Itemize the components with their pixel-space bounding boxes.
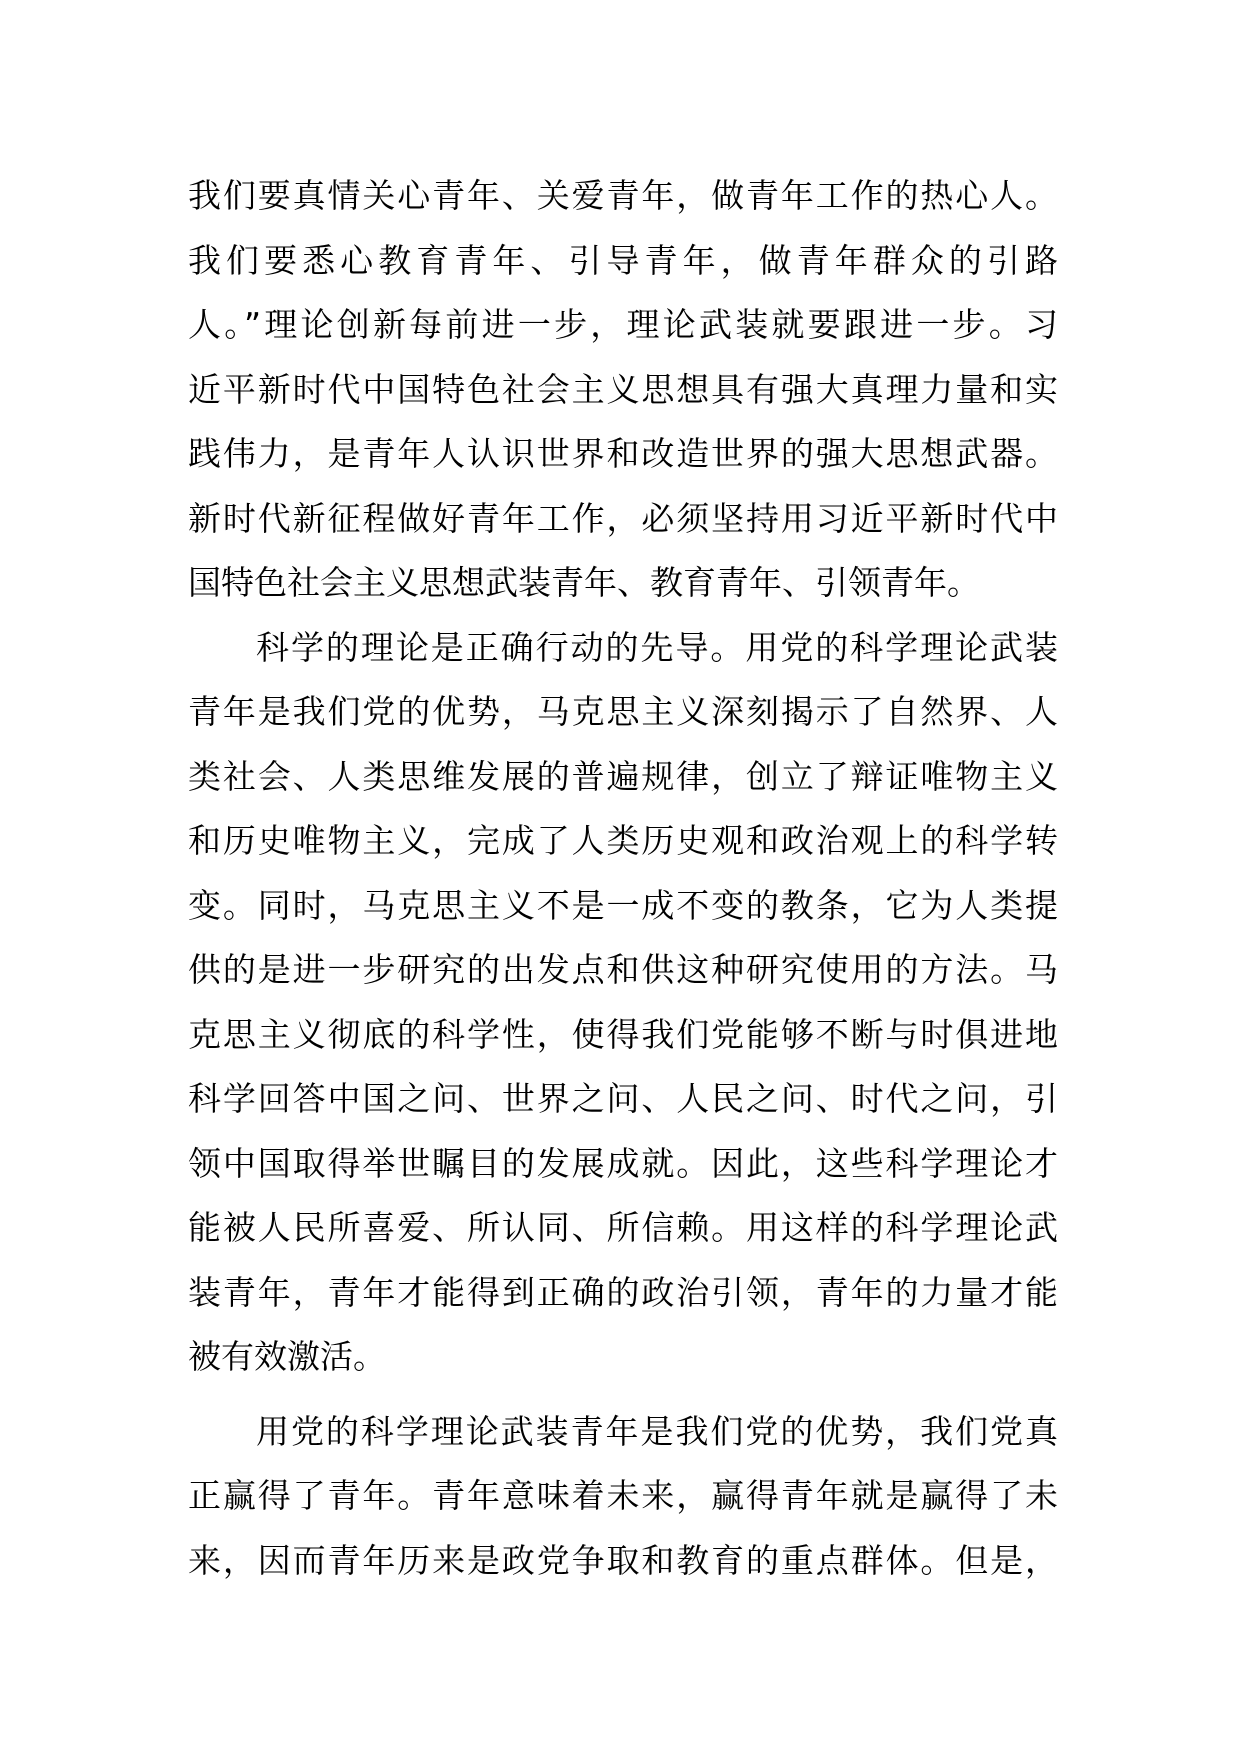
text-line: 领中国取得举世瞩目的发展成就。因此，这些科学理论才 (188, 1143, 1058, 1183)
text-line: 装青年，青年才能得到正确的政治引领，青年的力量才能 (188, 1272, 1058, 1312)
text-line: 我们要悉心教育青年、引导青年，做青年群众的引路 (188, 240, 1058, 280)
text-line: 近平新时代中国特色社会主义思想具有强大真理力量和实 (188, 369, 1058, 409)
text-line: 新时代新征程做好青年工作，必须坚持用习近平新时代中 (188, 498, 1058, 538)
text-line: 供的是进一步研究的出发点和供这种研究使用的方法。马 (188, 950, 1058, 989)
text-line: 被有效激活。 (188, 1337, 386, 1376)
text-line: 国特色社会主义思想武装青年、教育青年、引领青年。 (188, 563, 980, 602)
text-line: 类社会、人类思维发展的普遍规律，创立了辩证唯物主义 (188, 756, 1058, 796)
text-line: 用党的科学理论武装青年是我们党的优势，我们党真 (256, 1411, 1058, 1451)
text-line: 变。同时，马克思主义不是一成不变的教条，它为人类提 (188, 885, 1058, 925)
body-text (188, 164, 1058, 1593)
text-line: 能被人民所喜爱、所认同、所信赖。用这样的科学理论武 (188, 1208, 1058, 1247)
text-line: 我们要真情关心青年、关爱青年，做青年工作的热心人。 (188, 176, 1058, 215)
text-line: 青年是我们党的优势，马克思主义深刻揭示了自然界、人 (188, 692, 1058, 731)
text-line: 科学回答中国之问、世界之问、人民之问、时代之问，引 (188, 1079, 1058, 1118)
text-line: 践伟力，是青年人认识世界和改造世界的强大思想武器。 (188, 434, 1058, 473)
text-line: 科学的理论是正确行动的先导。用党的科学理论武装 (256, 627, 1058, 667)
paragraph-spacer (188, 1390, 1058, 1400)
text-line: 正赢得了青年。青年意味着未来，赢得青年就是赢得了未 (188, 1476, 1058, 1515)
text-line: 克思主义彻底的科学性，使得我们党能够不断与时俱进地 (188, 1014, 1058, 1054)
text-line: 来，因而青年历来是政党争取和教育的重点群体。但是， (188, 1540, 1058, 1580)
text-line: 和历史唯物主义，完成了人类历史观和政治观上的科学转 (188, 821, 1058, 860)
text-line: 人。”理论创新每前进一步，理论武装就要跟进一步。习 (188, 305, 1058, 344)
